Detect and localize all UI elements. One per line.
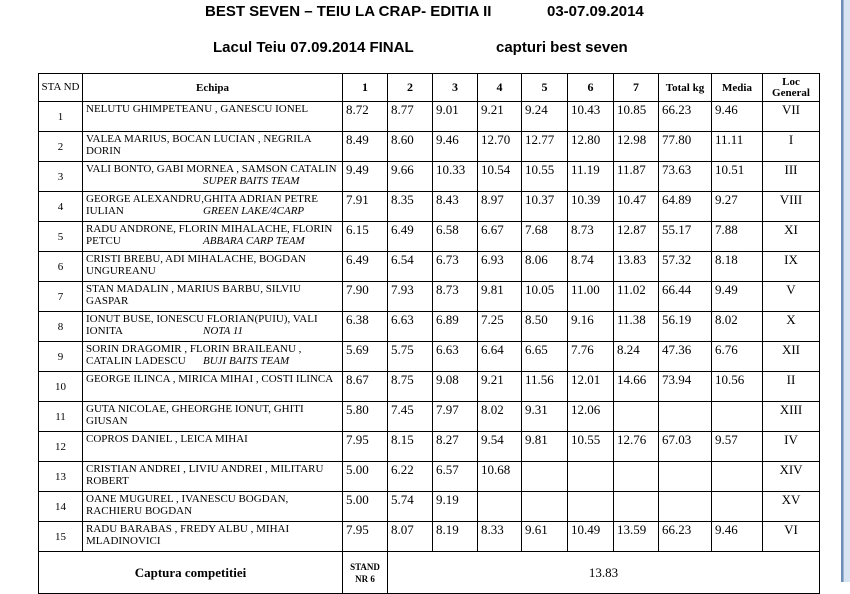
rank-cell: II bbox=[763, 372, 820, 402]
media-cell bbox=[712, 492, 763, 522]
capture-cell: 9.81 bbox=[522, 432, 568, 462]
results-table bbox=[38, 73, 820, 594]
table-row bbox=[39, 462, 820, 492]
capture-cell: 6.63 bbox=[433, 342, 478, 372]
capture-cell: 9.01 bbox=[433, 102, 478, 132]
capture-cell: 8.67 bbox=[343, 372, 388, 402]
capture-cell: 6.63 bbox=[388, 312, 433, 342]
media-cell bbox=[712, 462, 763, 492]
capture-cell: 14.66 bbox=[614, 372, 659, 402]
capture-cell: 8.33 bbox=[478, 522, 522, 552]
team-members: GUTA NICOLAE, GHEORGHE IONUT, GHITI GIUSAN bbox=[86, 403, 304, 427]
capture-cell: 10.05 bbox=[522, 282, 568, 312]
team-cell bbox=[83, 522, 343, 552]
competition-catch-label: Captura competitiei bbox=[39, 552, 343, 594]
capture-cell bbox=[614, 492, 659, 522]
header-capture-5: 5 bbox=[522, 74, 568, 102]
team-members: CRISTIAN ANDREI , LIVIU ANDREI , MILITARU ROBERT bbox=[86, 463, 324, 487]
total-cell: 73.94 bbox=[659, 372, 712, 402]
team-members: GEORGE ALEXANDRU,GHITA ADRIAN PETRE IULIAN bbox=[86, 193, 318, 217]
capture-cell: 5.80 bbox=[343, 402, 388, 432]
capture-cell: 11.00 bbox=[568, 282, 614, 312]
capture-cell: 9.61 bbox=[522, 522, 568, 552]
stand-cell: 2 bbox=[39, 132, 83, 162]
capture-cell: 9.19 bbox=[433, 492, 478, 522]
capture-cell: 6.73 bbox=[433, 252, 478, 282]
total-cell: 73.63 bbox=[659, 162, 712, 192]
event-dates: 03-07.09.2014 bbox=[547, 3, 644, 20]
capture-cell: 7.90 bbox=[343, 282, 388, 312]
capture-cell: 6.93 bbox=[478, 252, 522, 282]
total-cell bbox=[659, 402, 712, 432]
table-row bbox=[39, 162, 820, 192]
total-cell: 55.17 bbox=[659, 222, 712, 252]
team-cell bbox=[83, 372, 343, 402]
stand-cell: 11 bbox=[39, 402, 83, 432]
total-cell: 47.36 bbox=[659, 342, 712, 372]
header-row bbox=[39, 74, 820, 102]
table-row bbox=[39, 312, 820, 342]
stand-cell: 12 bbox=[39, 432, 83, 462]
header-capture-3: 3 bbox=[433, 74, 478, 102]
capture-cell: 8.74 bbox=[568, 252, 614, 282]
stand-cell: 7 bbox=[39, 282, 83, 312]
media-cell: 9.27 bbox=[712, 192, 763, 222]
capture-cell: 9.49 bbox=[343, 162, 388, 192]
total-cell: 67.03 bbox=[659, 432, 712, 462]
page-subtitle bbox=[0, 39, 842, 59]
capture-cell: 10.85 bbox=[614, 102, 659, 132]
capture-cell bbox=[478, 492, 522, 522]
team-members: VALEA MARIUS, BOCAN LUCIAN , NEGRILA DORIN bbox=[86, 133, 312, 157]
total-cell: 66.23 bbox=[659, 522, 712, 552]
capture-cell: 12.01 bbox=[568, 372, 614, 402]
team-members: VALI BONTO, GABI MORNEA , SAMSON CATALIN bbox=[86, 163, 337, 175]
capture-cell: 6.89 bbox=[433, 312, 478, 342]
capture-cell: 10.54 bbox=[478, 162, 522, 192]
team-brand: NOTA 11 bbox=[203, 325, 244, 337]
capture-cell: 6.22 bbox=[388, 462, 433, 492]
stand-cell: 3 bbox=[39, 162, 83, 192]
team-cell bbox=[83, 462, 343, 492]
total-cell bbox=[659, 462, 712, 492]
capture-cell: 8.07 bbox=[388, 522, 433, 552]
stand-cell: 5 bbox=[39, 222, 83, 252]
location-final: Lacul Teiu 07.09.2014 FINAL bbox=[213, 39, 414, 56]
team-members: IONUT BUSE, IONESCU FLORIAN(PUIU), VALI IONITA bbox=[86, 313, 318, 337]
capture-cell: 13.59 bbox=[614, 522, 659, 552]
team-brand: GREEN LAKE/4CARP bbox=[203, 205, 305, 217]
capture-cell: 5.75 bbox=[388, 342, 433, 372]
media-cell: 9.46 bbox=[712, 522, 763, 552]
total-cell: 77.80 bbox=[659, 132, 712, 162]
capture-cell: 7.76 bbox=[568, 342, 614, 372]
capture-cell: 6.54 bbox=[388, 252, 433, 282]
team-cell bbox=[83, 162, 343, 192]
media-cell: 9.49 bbox=[712, 282, 763, 312]
capture-cell: 9.31 bbox=[522, 402, 568, 432]
capture-cell: 8.73 bbox=[433, 282, 478, 312]
capture-cell: 6.49 bbox=[388, 222, 433, 252]
capture-cell: 11.02 bbox=[614, 282, 659, 312]
competition-catch-stand: STAND NR 6 bbox=[343, 552, 388, 594]
team-members: SORIN DRAGOMIR , FLORIN BRAILEANU , CATALIN LADESCU bbox=[86, 343, 302, 367]
results-body bbox=[39, 102, 820, 552]
table-row bbox=[39, 402, 820, 432]
header-team: Echipa bbox=[83, 74, 343, 102]
team-cell bbox=[83, 252, 343, 282]
capture-cell: 8.60 bbox=[388, 132, 433, 162]
header-loc: Loc General bbox=[763, 74, 820, 102]
capture-cell bbox=[522, 462, 568, 492]
capture-cell bbox=[568, 492, 614, 522]
media-cell: 9.57 bbox=[712, 432, 763, 462]
rank-cell: IV bbox=[763, 432, 820, 462]
stand-cell: 9 bbox=[39, 342, 83, 372]
rank-cell: IX bbox=[763, 252, 820, 282]
table-row bbox=[39, 222, 820, 252]
capture-cell: 8.50 bbox=[522, 312, 568, 342]
total-cell bbox=[659, 492, 712, 522]
capture-cell bbox=[522, 492, 568, 522]
capture-cell bbox=[614, 462, 659, 492]
capture-cell: 6.64 bbox=[478, 342, 522, 372]
capture-cell: 12.80 bbox=[568, 132, 614, 162]
media-cell bbox=[712, 402, 763, 432]
team-members: RADU ANDRONE, FLORIN MIHALACHE, FLORIN PETCU bbox=[86, 223, 333, 247]
capture-cell: 6.57 bbox=[433, 462, 478, 492]
capture-cell: 6.67 bbox=[478, 222, 522, 252]
table-row bbox=[39, 102, 820, 132]
captures-label: capturi best seven bbox=[496, 39, 628, 56]
table-row bbox=[39, 522, 820, 552]
rank-cell: XI bbox=[763, 222, 820, 252]
capture-cell: 9.21 bbox=[478, 102, 522, 132]
competition-catch-value: 13.83 bbox=[388, 552, 820, 594]
capture-cell: 5.00 bbox=[343, 462, 388, 492]
team-members: CRISTI BREBU, ADI MIHALACHE, BOGDAN UNGUREANU bbox=[86, 253, 307, 277]
stand-cell: 15 bbox=[39, 522, 83, 552]
team-members: GEORGE ILINCA , MIRICA MIHAI , COSTI ILINCA bbox=[86, 373, 334, 385]
rank-cell: VI bbox=[763, 522, 820, 552]
capture-cell: 8.77 bbox=[388, 102, 433, 132]
team-cell bbox=[83, 432, 343, 462]
table-row bbox=[39, 252, 820, 282]
team-members: NELUTU GHIMPETEANU , GANESCU IONEL bbox=[86, 103, 309, 115]
header-total: Total kg bbox=[659, 74, 712, 102]
capture-cell: 7.45 bbox=[388, 402, 433, 432]
header-media: Media bbox=[712, 74, 763, 102]
header-capture-1: 1 bbox=[343, 74, 388, 102]
window-scrollbar-edge[interactable] bbox=[843, 0, 850, 582]
capture-cell: 7.91 bbox=[343, 192, 388, 222]
capture-cell: 12.76 bbox=[614, 432, 659, 462]
capture-cell: 7.93 bbox=[388, 282, 433, 312]
capture-cell: 8.06 bbox=[522, 252, 568, 282]
rank-cell: XII bbox=[763, 342, 820, 372]
capture-cell: 5.74 bbox=[388, 492, 433, 522]
capture-cell: 7.95 bbox=[343, 522, 388, 552]
capture-cell: 10.39 bbox=[568, 192, 614, 222]
capture-cell: 8.49 bbox=[343, 132, 388, 162]
team-cell bbox=[83, 282, 343, 312]
media-cell: 10.56 bbox=[712, 372, 763, 402]
team-members: STAN MADALIN , MARIUS BARBU, SILVIU GASPAR bbox=[86, 283, 301, 307]
capture-cell: 5.69 bbox=[343, 342, 388, 372]
media-cell: 10.51 bbox=[712, 162, 763, 192]
stand-cell: 10 bbox=[39, 372, 83, 402]
capture-cell: 8.75 bbox=[388, 372, 433, 402]
team-cell bbox=[83, 192, 343, 222]
total-cell: 66.44 bbox=[659, 282, 712, 312]
rank-cell: V bbox=[763, 282, 820, 312]
media-cell: 6.76 bbox=[712, 342, 763, 372]
capture-cell: 8.73 bbox=[568, 222, 614, 252]
capture-cell: 8.43 bbox=[433, 192, 478, 222]
capture-cell: 10.37 bbox=[522, 192, 568, 222]
rank-cell: III bbox=[763, 162, 820, 192]
capture-cell: 10.68 bbox=[478, 462, 522, 492]
capture-cell: 8.24 bbox=[614, 342, 659, 372]
capture-cell: 9.46 bbox=[433, 132, 478, 162]
page-title bbox=[0, 3, 842, 23]
capture-cell: 6.15 bbox=[343, 222, 388, 252]
capture-cell: 12.70 bbox=[478, 132, 522, 162]
team-members: OANE MUGUREL , IVANESCU BOGDAN, RACHIERU BOGDAN bbox=[86, 493, 289, 517]
team-cell bbox=[83, 402, 343, 432]
capture-cell: 10.47 bbox=[614, 192, 659, 222]
header-capture-2: 2 bbox=[388, 74, 433, 102]
rank-cell: I bbox=[763, 132, 820, 162]
capture-cell: 12.06 bbox=[568, 402, 614, 432]
capture-cell: 5.00 bbox=[343, 492, 388, 522]
capture-cell: 8.15 bbox=[388, 432, 433, 462]
team-cell bbox=[83, 342, 343, 372]
total-cell: 64.89 bbox=[659, 192, 712, 222]
stand-cell: 6 bbox=[39, 252, 83, 282]
capture-cell: 9.08 bbox=[433, 372, 478, 402]
header-stand: STA ND bbox=[39, 74, 83, 102]
capture-cell: 8.35 bbox=[388, 192, 433, 222]
capture-cell: 6.58 bbox=[433, 222, 478, 252]
team-cell bbox=[83, 132, 343, 162]
total-cell: 57.32 bbox=[659, 252, 712, 282]
capture-cell: 7.68 bbox=[522, 222, 568, 252]
capture-cell: 9.81 bbox=[478, 282, 522, 312]
team-members: RADU BARABAS , FREDY ALBU , MIHAI MLADINOVICI bbox=[86, 523, 290, 547]
capture-cell: 7.95 bbox=[343, 432, 388, 462]
capture-cell: 9.21 bbox=[478, 372, 522, 402]
capture-cell: 9.54 bbox=[478, 432, 522, 462]
window-top-edge bbox=[0, 0, 850, 2]
media-cell: 7.88 bbox=[712, 222, 763, 252]
capture-cell: 11.38 bbox=[614, 312, 659, 342]
stand-cell: 13 bbox=[39, 462, 83, 492]
rank-cell: XV bbox=[763, 492, 820, 522]
capture-cell: 6.49 bbox=[343, 252, 388, 282]
capture-cell: 8.27 bbox=[433, 432, 478, 462]
table-row bbox=[39, 432, 820, 462]
capture-cell: 10.55 bbox=[568, 432, 614, 462]
capture-cell: 12.98 bbox=[614, 132, 659, 162]
capture-cell: 8.02 bbox=[478, 402, 522, 432]
media-cell: 8.18 bbox=[712, 252, 763, 282]
table-row bbox=[39, 192, 820, 222]
table-row bbox=[39, 342, 820, 372]
team-brand: BUJI BAITS TEAM bbox=[203, 355, 290, 367]
capture-cell: 9.66 bbox=[388, 162, 433, 192]
team-brand: SUPER BAITS TEAM bbox=[203, 175, 300, 187]
competition-catch-row bbox=[39, 552, 820, 594]
capture-cell: 7.97 bbox=[433, 402, 478, 432]
media-cell: 8.02 bbox=[712, 312, 763, 342]
capture-cell: 9.24 bbox=[522, 102, 568, 132]
team-cell bbox=[83, 102, 343, 132]
table-row bbox=[39, 492, 820, 522]
table-row bbox=[39, 132, 820, 162]
team-brand: ABBARA CARP TEAM bbox=[203, 235, 305, 247]
media-cell: 9.46 bbox=[712, 102, 763, 132]
stand-cell: 1 bbox=[39, 102, 83, 132]
header-capture-6: 6 bbox=[568, 74, 614, 102]
capture-cell: 11.87 bbox=[614, 162, 659, 192]
capture-cell: 10.33 bbox=[433, 162, 478, 192]
capture-cell: 13.83 bbox=[614, 252, 659, 282]
event-title: BEST SEVEN – TEIU LA CRAP- EDITIA II bbox=[205, 3, 492, 20]
team-cell bbox=[83, 492, 343, 522]
header-capture-4: 4 bbox=[478, 74, 522, 102]
total-cell: 56.19 bbox=[659, 312, 712, 342]
stand-cell: 14 bbox=[39, 492, 83, 522]
capture-cell: 11.19 bbox=[568, 162, 614, 192]
rank-cell: VIII bbox=[763, 192, 820, 222]
rank-cell: X bbox=[763, 312, 820, 342]
capture-cell: 8.19 bbox=[433, 522, 478, 552]
header-capture-7: 7 bbox=[614, 74, 659, 102]
capture-cell: 12.77 bbox=[522, 132, 568, 162]
table-row bbox=[39, 372, 820, 402]
capture-cell: 6.65 bbox=[522, 342, 568, 372]
table-row bbox=[39, 282, 820, 312]
capture-cell: 11.56 bbox=[522, 372, 568, 402]
capture-cell: 10.43 bbox=[568, 102, 614, 132]
team-cell bbox=[83, 222, 343, 252]
capture-cell: 9.16 bbox=[568, 312, 614, 342]
team-members: COPROS DANIEL , LEICA MIHAI bbox=[86, 433, 248, 445]
rank-cell: XIII bbox=[763, 402, 820, 432]
capture-cell: 8.97 bbox=[478, 192, 522, 222]
media-cell: 11.11 bbox=[712, 132, 763, 162]
capture-cell bbox=[568, 462, 614, 492]
team-cell bbox=[83, 312, 343, 342]
rank-cell: XIV bbox=[763, 462, 820, 492]
capture-cell: 6.38 bbox=[343, 312, 388, 342]
stand-cell: 8 bbox=[39, 312, 83, 342]
capture-cell: 10.55 bbox=[522, 162, 568, 192]
total-cell: 66.23 bbox=[659, 102, 712, 132]
rank-cell: VII bbox=[763, 102, 820, 132]
capture-cell: 8.72 bbox=[343, 102, 388, 132]
stand-cell: 4 bbox=[39, 192, 83, 222]
capture-cell: 7.25 bbox=[478, 312, 522, 342]
capture-cell bbox=[614, 402, 659, 432]
capture-cell: 10.49 bbox=[568, 522, 614, 552]
capture-cell: 12.87 bbox=[614, 222, 659, 252]
